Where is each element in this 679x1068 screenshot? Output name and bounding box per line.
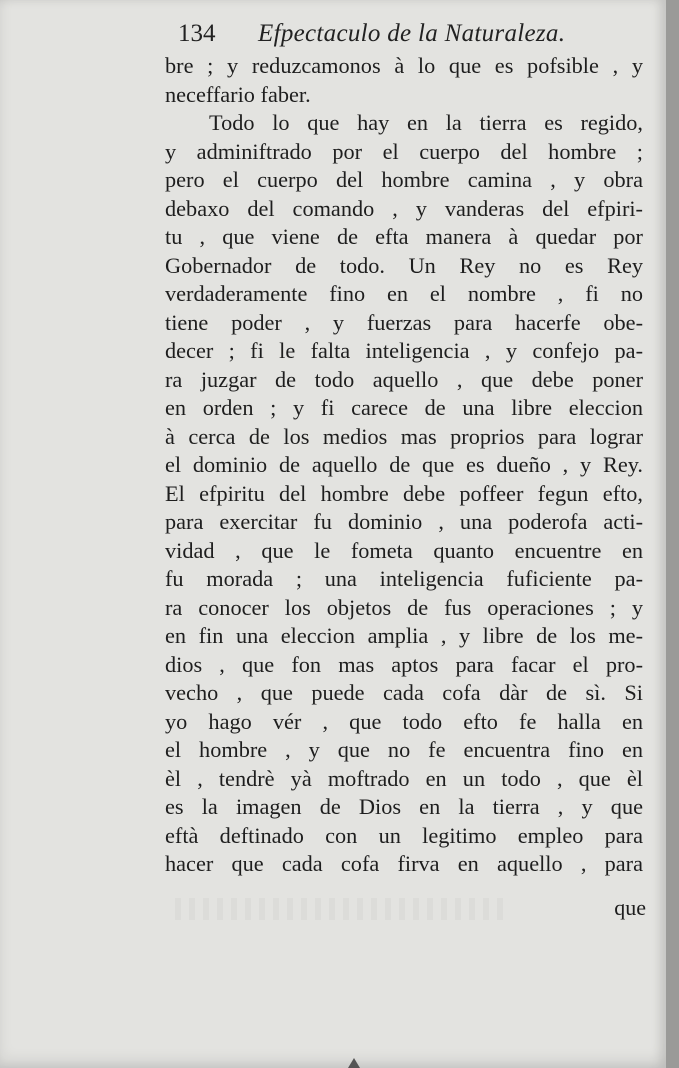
text-line: Gobernador de todo. Un Rey no es Rey <box>165 252 643 278</box>
text-line: à cerca de los medios mas proprios para lograr <box>165 423 643 449</box>
text-line: Todo lo que hay en la tierra es regido, <box>209 110 643 135</box>
text-line: en fin una eleccion amplia , y libre de los me- <box>165 623 643 648</box>
text-line: debaxo del comando , y vanderas del efpiri- <box>165 195 643 221</box>
text-line: vidad , que le fometa quanto encuentre en <box>165 537 643 563</box>
text-line: el hombre , y que no fe encuentra fino en <box>165 737 643 762</box>
text-line: eftà deftinado con un legitimo empleo para <box>165 822 643 848</box>
text-line: decer ; fi le falta inteligencia , y confejo pa- <box>165 338 643 363</box>
page-edge <box>666 0 679 1068</box>
text-line: para exercitar fu dominio , una poderofa acti- <box>165 509 643 534</box>
text-line: ra juzgar de todo aquello , que debe poner <box>165 366 643 392</box>
catchword: que <box>614 895 646 920</box>
text-line: el dominio de aquello de que es dueño , y Rey. <box>165 452 643 477</box>
text-line: verdaderamente fino en el nombre , fi no <box>165 281 643 306</box>
text-line: en orden ; y fi carece de una libre eleccion <box>165 395 643 420</box>
text-line: ra conocer los objetos de fus operaciones ; y <box>165 594 643 620</box>
text-line: fu morada ; una inteligencia fuficiente pa- <box>165 566 643 591</box>
text-line: èl , tendrè yà moftrado en un todo , que èl <box>165 765 643 791</box>
text-line: neceffario faber. <box>165 81 311 107</box>
text-line: es la imagen de Dios en la tierra , y que <box>165 794 643 819</box>
text-line: dios , que fon mas aptos para facar el pro- <box>165 651 643 677</box>
text-line: y adminiftrado por el cuerpo del hombre ; <box>165 138 643 164</box>
text-line: yo hago vér , que todo efto fe halla en <box>165 708 643 734</box>
running-title: Efpectaculo de la Naturaleza. <box>258 20 566 47</box>
text-line: El efpiritu del hombre debe poffeer fegun efto, <box>165 480 643 506</box>
body-text <box>165 52 643 879</box>
text-line: vecho , que puede cada cofa dàr de sì. Si <box>165 680 643 705</box>
text-line: pero el cuerpo del hombre camina , y obra <box>165 167 643 192</box>
show-through-ink <box>175 898 505 920</box>
page-header <box>178 20 648 52</box>
text-line: hacer que cada cofa firva en aquello , para <box>165 851 643 876</box>
page-number: 134 <box>178 20 216 47</box>
text-line: bre ; y reduzcamonos à lo que es pofsible , y <box>165 53 643 78</box>
text-line: tu , que viene de efta manera à quedar por <box>165 224 643 249</box>
page-corner-mark <box>348 1058 360 1068</box>
text-line: tiene poder , y fuerzas para hacerfe obe- <box>165 309 643 335</box>
